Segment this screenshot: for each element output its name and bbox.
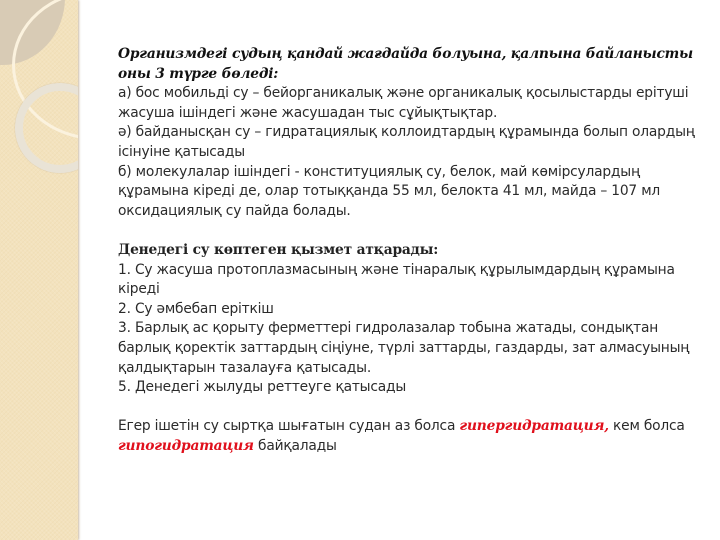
section1-item-b: б) молекулалар ішіндегі - конституциялық су, белок, май көмірсулардың құрамына кіреді де, олар тотыққанда 55 мл, белокта 41 мл, майда – 107 мл оксидациялық су пайда болады.	[118, 163, 661, 219]
section1-item-ae: ә) байданысқан су – гидратациялық коллоидтардың құрамында болып олардың ісінуіне қатысады	[118, 124, 695, 160]
section2-item-5: 5. Денедегі жылуды реттеугe қатысады	[118, 379, 407, 396]
slide-content	[118, 45, 708, 456]
section2-item-3: 3. Барлық ас қорыту ферметтері гидролазалар тобына жатады, сондықтан барлық қоректік заттардың сіңіуне, түрлі заттарды, газдарды, зат алмасуының қалдықтарын тазалауға қатысады.	[118, 320, 690, 376]
spacer	[118, 221, 708, 241]
spacer	[118, 398, 708, 418]
section1-item-a: а) бос мобильді су – бейорганикалық және органикалық қосылыстарды ерітуші жасуша ішіндегі және жасушадан тыс сұйықтықтар.	[118, 85, 689, 121]
term-hyperhydration: гипергидратация,	[459, 418, 609, 435]
conclusion-text-3: байқалады	[253, 437, 337, 454]
section1-heading: Организмдегі судың қандай жағдайда болуына, қалпына байланысты оны 3 түрге бөледі:	[118, 46, 693, 82]
term-hypohydration: гипогидратация	[118, 437, 254, 454]
conclusion-text-1: Егер ішетін су сыртқа шығатын судан аз болса	[118, 418, 460, 435]
conclusion-text-2: кем болса	[608, 418, 685, 435]
decorative-side-panel	[0, 0, 78, 540]
section2-item-2: 2. Су әмбебап еріткіш	[118, 300, 274, 317]
section2-item-1: 1. Су жасуша протоплазмасының және тінаралық құрылымдардың құрамына кіреді	[118, 261, 675, 298]
section2-heading: Денедегі су көптеген қызмет атқарады:	[118, 241, 439, 258]
conclusion-paragraph	[118, 417, 708, 456]
